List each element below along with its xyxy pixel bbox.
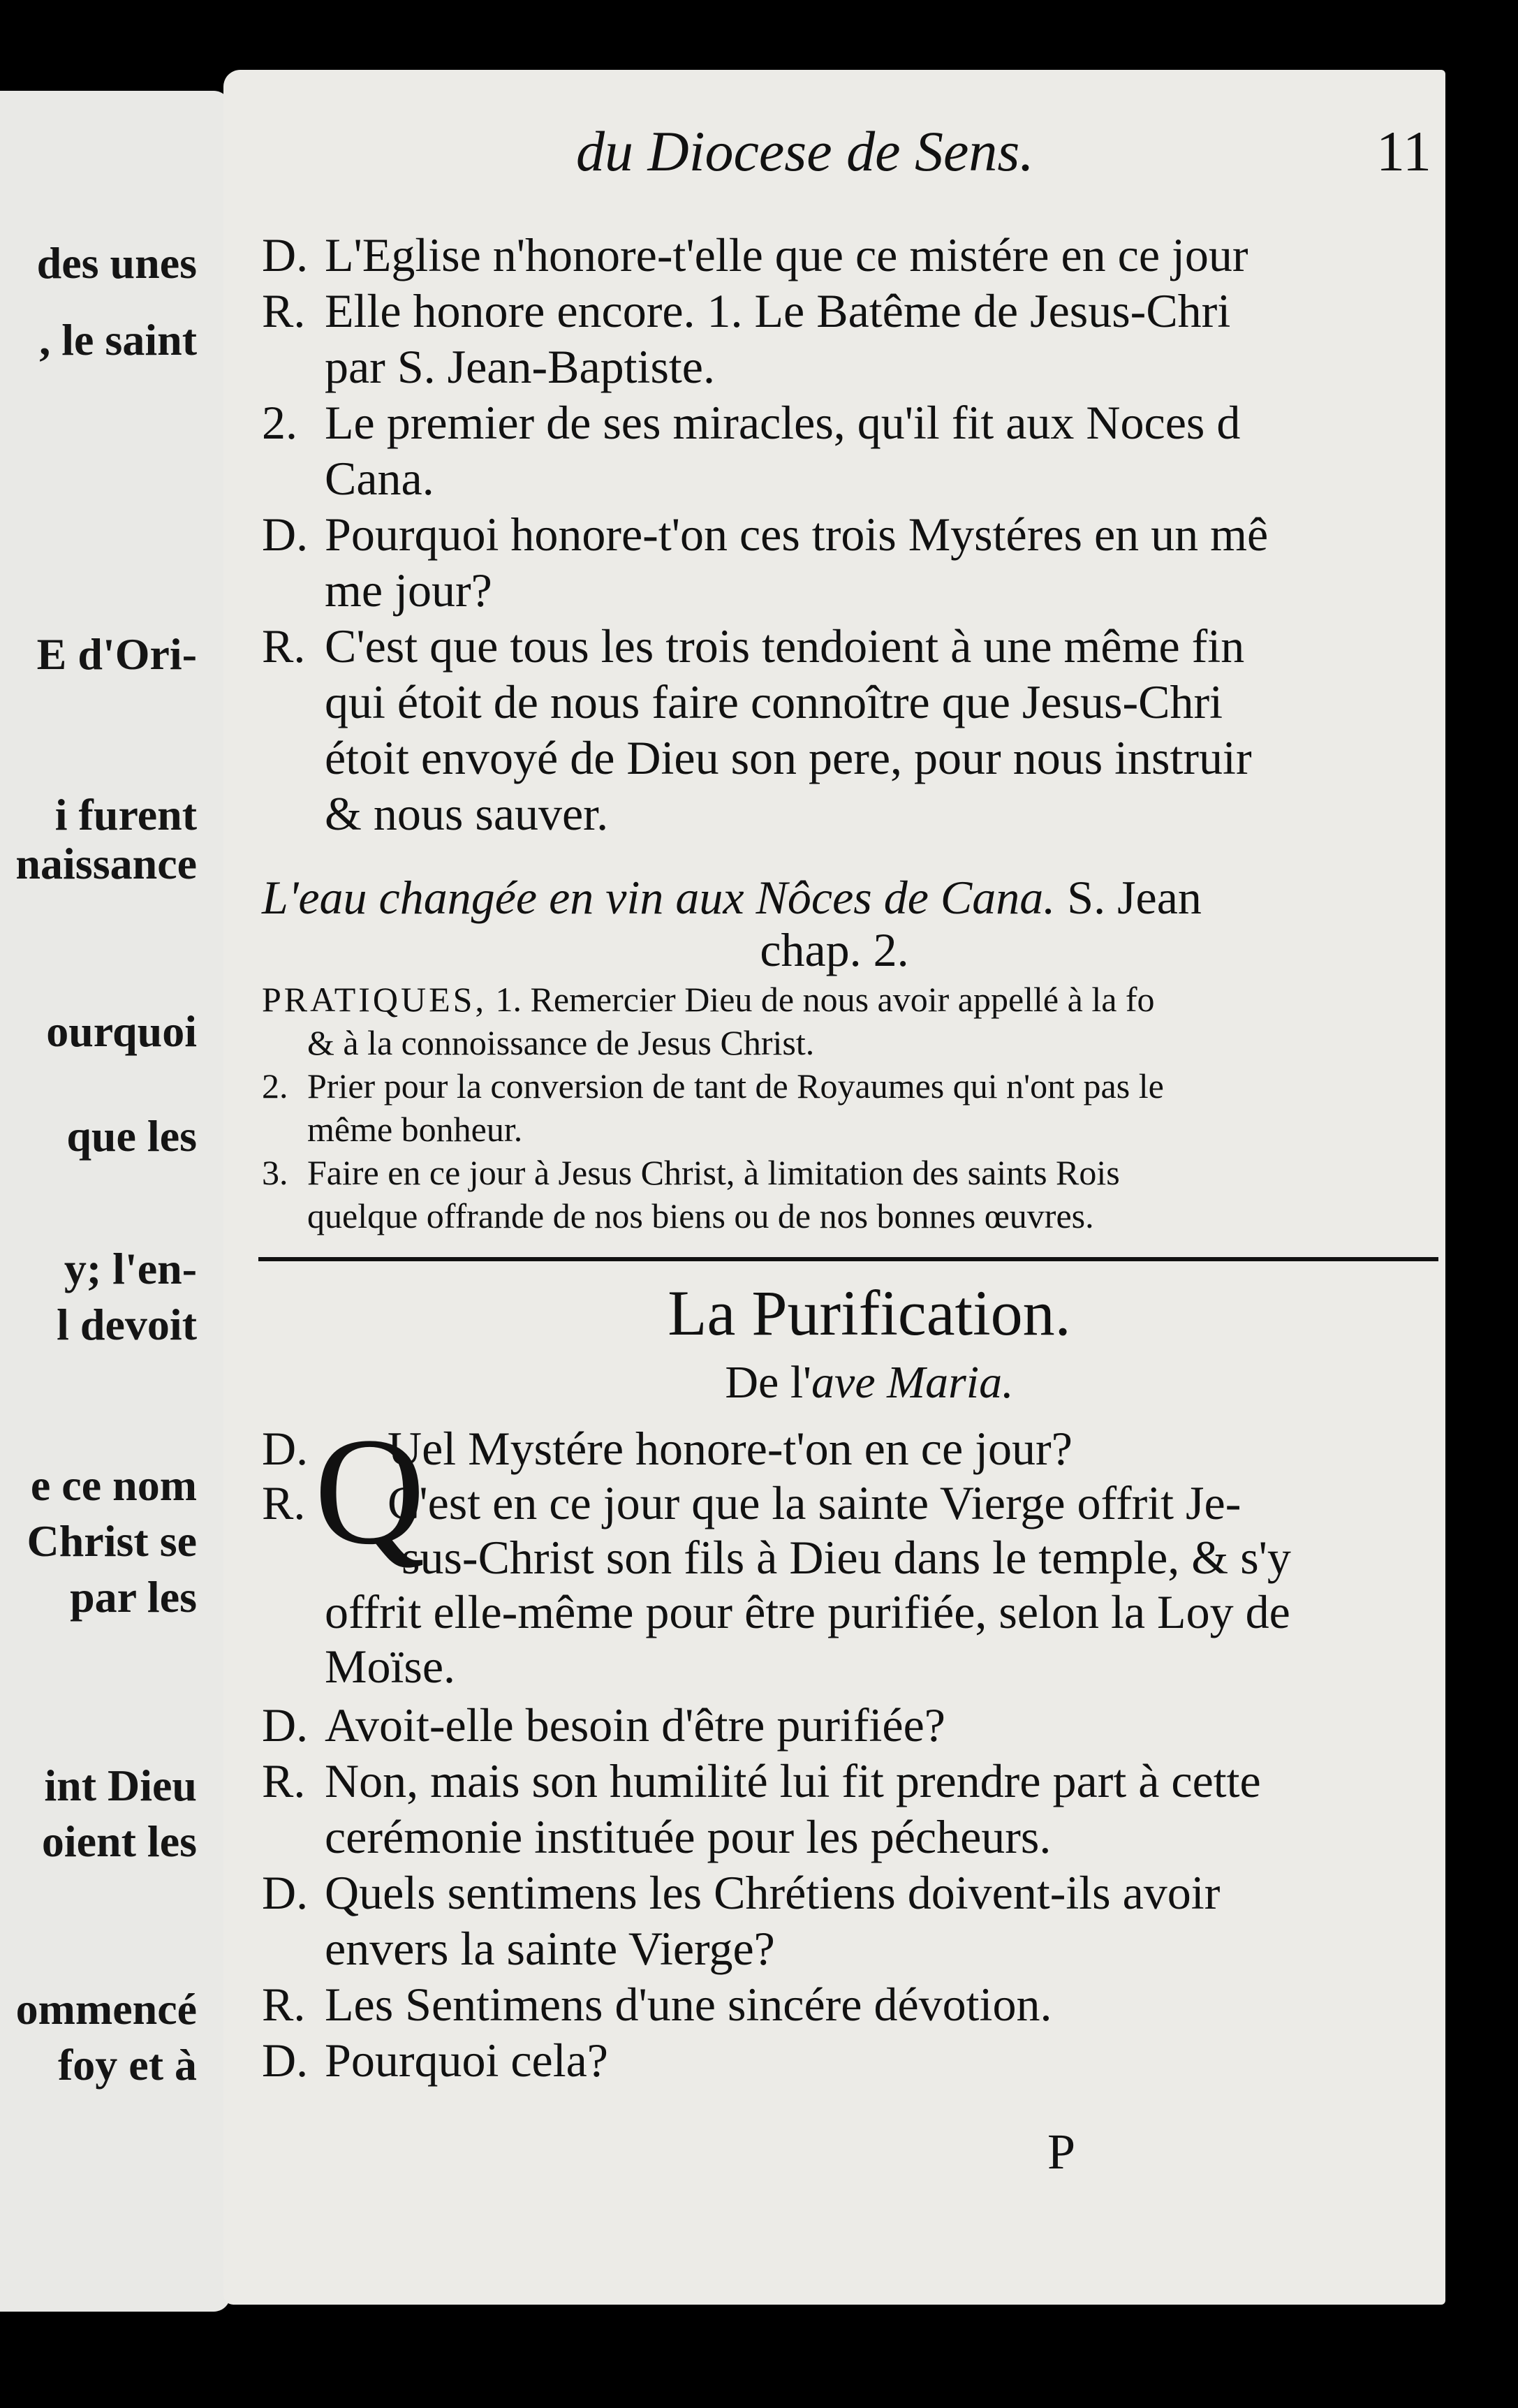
page-number: 11 bbox=[1376, 119, 1431, 183]
qa-line: me jour? bbox=[325, 564, 492, 617]
pratique-item bbox=[262, 1151, 1442, 1194]
pratique-line: Prier pour la conversion de tant de Royaumes qui n'ont pas le bbox=[307, 1066, 1164, 1106]
qa-line: Cana. bbox=[325, 452, 434, 505]
qa-line: étoit envoyé de Dieu son pere, pour nous instruir bbox=[325, 731, 1252, 784]
subtitle-italic: ave Maria. bbox=[811, 1357, 1014, 1408]
catchword: P bbox=[1047, 2124, 1076, 2180]
qa-line: Moïse. bbox=[325, 1640, 455, 1693]
qa-line: par S. Jean-Baptiste. bbox=[325, 340, 715, 393]
qa-line: Non, mais son humilité lui fit prendre part à cette bbox=[325, 1754, 1261, 1807]
left-line: e ce nom bbox=[30, 1460, 197, 1510]
qa-line: envers la sainte Vierge? bbox=[325, 1922, 775, 1975]
qa-line: Avoit-elle besoin d'être purifiée? bbox=[325, 1698, 945, 1752]
pratique-line: Faire en ce jour à Jesus Christ, à limitation des saints Rois bbox=[307, 1153, 1120, 1192]
left-line: par les bbox=[70, 1572, 197, 1622]
left-line: , le saint bbox=[39, 315, 197, 365]
scene-reference: S. Jean bbox=[1067, 871, 1202, 924]
pratique-num: 2. bbox=[262, 1066, 288, 1106]
right-page bbox=[223, 70, 1445, 2305]
pratique-item bbox=[262, 978, 1442, 1021]
question bbox=[262, 1697, 1442, 1753]
pratique-line: même bonheur. bbox=[307, 1110, 523, 1149]
drop-capital: Q bbox=[314, 1421, 425, 1576]
dropcap-block bbox=[262, 1421, 1442, 1694]
pratique-line: quelque offrande de nos biens ou de nos bonnes œuvres. bbox=[307, 1196, 1094, 1235]
qa-marker: R. bbox=[262, 284, 306, 337]
left-line: l devoit bbox=[57, 1300, 197, 1349]
qa-line: Quels sentimens les Chrétiens doivent-ils avoir bbox=[325, 1866, 1221, 1919]
left-line: des unes bbox=[36, 238, 197, 288]
answer bbox=[262, 1476, 1442, 1530]
running-title: du Diocese de Sens. bbox=[576, 119, 1034, 183]
question bbox=[262, 1421, 1442, 1476]
qa-line: C'est que tous les trois tendoient à une même fin bbox=[325, 619, 1245, 673]
answer bbox=[262, 1753, 1442, 1865]
left-line: i furent bbox=[54, 790, 197, 839]
qa-line: L'Eglise n'honore-t'elle que ce mistére en ce jour bbox=[325, 228, 1248, 281]
qa-line: Pourquoi honore-t'on ces trois Mystéres en un mê bbox=[325, 508, 1269, 561]
qa-marker: R. bbox=[262, 1978, 306, 2031]
pratique-num: 3. bbox=[262, 1153, 288, 1192]
qa-line: sus-Christ son fils à Dieu dans le temple, & s'y bbox=[401, 1531, 1291, 1584]
scene-title bbox=[262, 869, 1445, 925]
pratique-item bbox=[262, 1064, 1442, 1108]
answer bbox=[262, 395, 1442, 506]
left-line: ourquoi bbox=[46, 1006, 197, 1056]
section-divider bbox=[258, 1257, 1438, 1261]
left-line: naissance bbox=[15, 839, 197, 888]
qa-marker: D. bbox=[262, 508, 309, 561]
left-line: oient les bbox=[41, 1816, 197, 1866]
left-line: foy et à bbox=[57, 2040, 197, 2090]
question bbox=[262, 1865, 1442, 1976]
qa-line: qui étoit de nous faire connoître que Jesus-Chri bbox=[325, 675, 1223, 728]
qa-marker: 2. bbox=[262, 396, 297, 449]
left-line: ommencé bbox=[15, 1984, 197, 2034]
pratiques-block bbox=[262, 978, 1442, 1238]
answer bbox=[262, 283, 1442, 395]
qa-line: Le premier de ses miracles, qu'il fit aux Noces d bbox=[325, 396, 1241, 449]
pratiques-heading: PRATIQUES, bbox=[262, 980, 487, 1019]
qa-line: & nous sauver. bbox=[325, 787, 609, 840]
left-line: que les bbox=[66, 1111, 197, 1161]
pratique-line: Remercier Dieu de nous avoir appellé à la fo bbox=[530, 980, 1155, 1019]
question bbox=[262, 506, 1442, 618]
question bbox=[262, 2032, 1442, 2088]
left-line: E d'Ori- bbox=[36, 629, 197, 679]
qa-line: C'est en ce jour que la sainte Vierge offrit Je- bbox=[388, 1476, 1241, 1529]
left-line: Christ se bbox=[27, 1516, 197, 1566]
scene-chapter: chap. 2. bbox=[760, 923, 909, 976]
page-header bbox=[223, 119, 1445, 196]
qa-line: cerémonie instituée pour les pécheurs. bbox=[325, 1810, 1052, 1863]
qa-line: offrit elle-même pour être purifiée, selon la Loy de bbox=[325, 1585, 1290, 1638]
section-subtitle bbox=[223, 1355, 1445, 1411]
section-title: La Purification. bbox=[668, 1277, 1071, 1349]
answer bbox=[262, 618, 1442, 842]
scene-title-text: L'eau changée en vin aux Nôces de Cana. bbox=[262, 871, 1056, 924]
left-facing-page bbox=[0, 91, 230, 2312]
qa-marker: R. bbox=[262, 619, 306, 673]
answer bbox=[262, 1976, 1442, 2032]
qa-line: Uel Mystére honore-t'on en ce jour? bbox=[388, 1422, 1073, 1475]
left-line: y; l'en- bbox=[64, 1244, 197, 1293]
qa-marker: D. bbox=[262, 1698, 309, 1752]
question bbox=[262, 227, 1442, 283]
subtitle-prefix: De l' bbox=[725, 1357, 812, 1408]
qa-marker: R. bbox=[262, 1476, 306, 1529]
qa-marker: D. bbox=[262, 2034, 309, 2087]
qa-marker: D. bbox=[262, 1422, 309, 1475]
qa-marker: D. bbox=[262, 1866, 309, 1919]
qa-marker: D. bbox=[262, 228, 309, 281]
pratique-num: 1. bbox=[495, 980, 522, 1019]
qa-line: Elle honore encore. 1. Le Batême de Jesus-Chri bbox=[325, 284, 1231, 337]
qa-line: Pourquoi cela? bbox=[325, 2034, 608, 2087]
pratique-line: & à la connoissance de Jesus Christ. bbox=[307, 1023, 815, 1062]
qa-marker: R. bbox=[262, 1754, 306, 1807]
qa-line: Les Sentimens d'une sincére dévotion. bbox=[325, 1978, 1052, 2031]
left-line: int Dieu bbox=[44, 1761, 197, 1810]
